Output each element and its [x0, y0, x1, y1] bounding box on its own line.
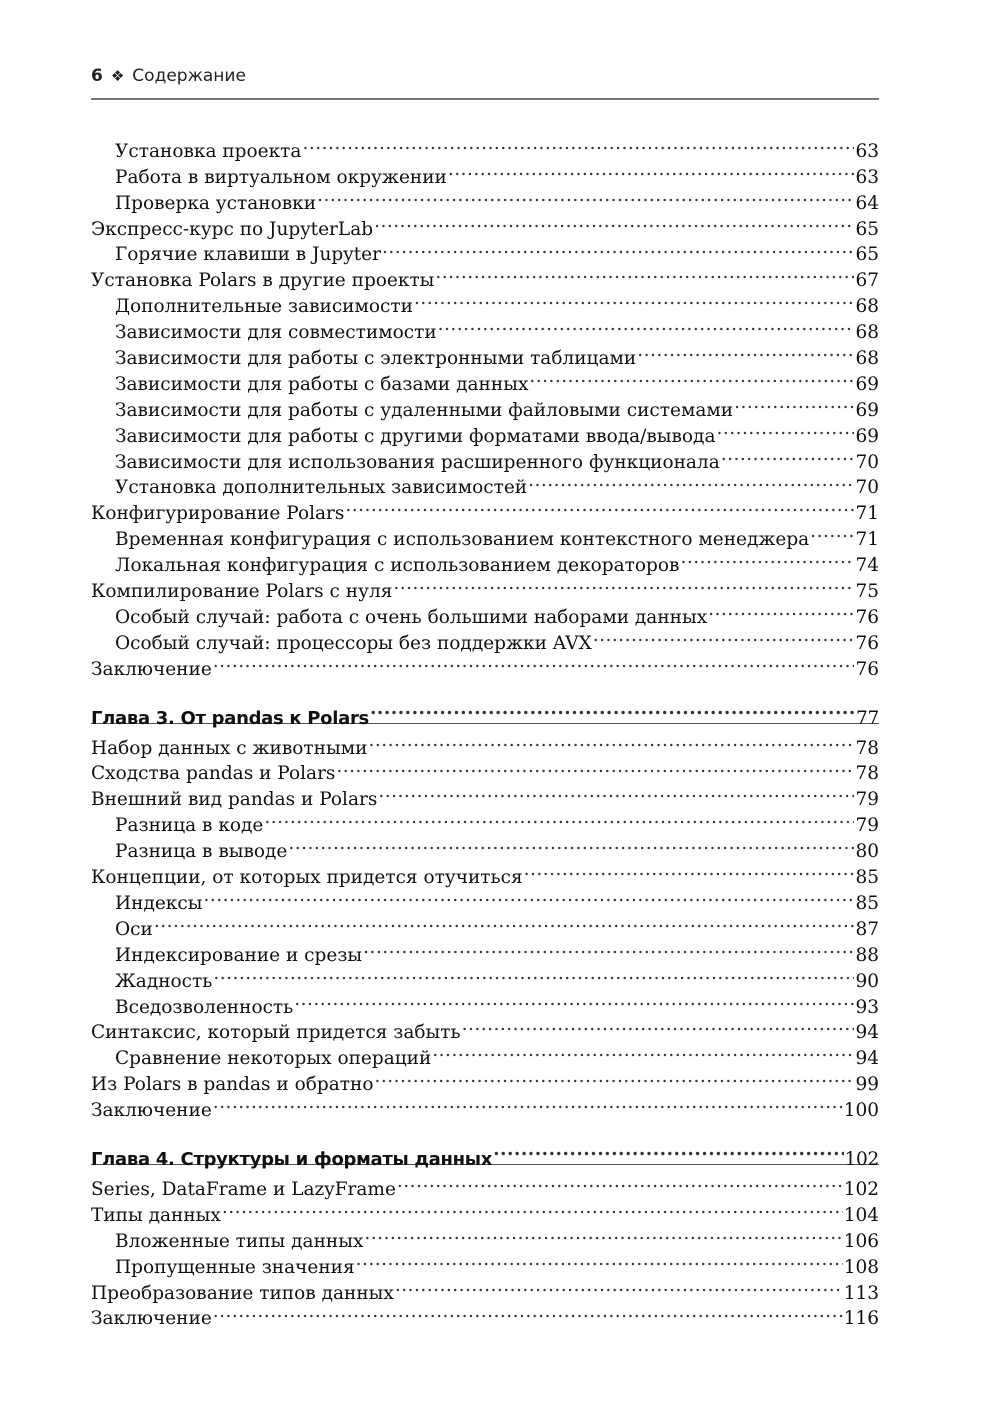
- toc-entry-title: Индексирование и срезы: [115, 944, 363, 966]
- toc-entry-title: Series, DataFrame и LazyFrame: [91, 1178, 396, 1200]
- toc-entry-title: Жадность: [115, 970, 213, 992]
- toc-entry-page: 76: [855, 606, 879, 628]
- dot-leader: [374, 209, 854, 235]
- dot-leader: [593, 623, 855, 649]
- toc-entry: [91, 883, 879, 914]
- toc-entry-title: Внешний вид pandas и Polars: [91, 789, 378, 811]
- toc-entry-page: 64: [855, 192, 879, 214]
- toc-entry-page: 79: [855, 815, 879, 837]
- toc-chapter: [91, 1135, 879, 1171]
- toc-entry-title: Установка Polars в другие проекты: [91, 270, 435, 292]
- toc-entry-page: 78: [855, 763, 879, 785]
- dot-leader: [302, 131, 854, 157]
- toc-entry-page: 68: [855, 348, 879, 370]
- toc-entry: [91, 131, 879, 162]
- toc-entry-page: 76: [855, 632, 879, 654]
- running-title: Содержание: [132, 66, 246, 86]
- toc-entry-page: 63: [855, 140, 879, 162]
- toc-entry-title: Особый случай: работа с очень большими наборами данных: [115, 606, 708, 628]
- toc-entry-page: 85: [855, 867, 879, 889]
- toc-entry-page: 71: [855, 503, 879, 525]
- toc-entry-title: Преобразование типов данных: [91, 1282, 394, 1304]
- toc-entry-page: 70: [855, 477, 879, 499]
- toc-entry-page: 78: [855, 737, 879, 759]
- toc-entry-title: Зависимости для работы с базами данных: [115, 373, 529, 395]
- toc-entry-page: 87: [855, 918, 879, 940]
- toc-entry-title: Зависимости для работы с другими форматами ввода/вывода: [115, 425, 716, 447]
- toc-entry-page: 71: [855, 529, 879, 551]
- toc-entry-title: Разница в коде: [115, 815, 264, 837]
- toc-entry-title: Вложенные типы данных: [115, 1230, 364, 1252]
- toc-entry-page: 93: [855, 996, 879, 1018]
- toc-entry-title: Особый случай: процессоры без поддержки AVX: [115, 632, 592, 654]
- toc-entry-page: 99: [855, 1074, 879, 1096]
- dot-leader: [524, 857, 855, 883]
- dot-leader: [708, 597, 854, 623]
- dot-leader: [680, 545, 854, 571]
- dot-leader: [462, 1013, 855, 1039]
- toc-entry-page: 77: [856, 707, 879, 729]
- toc-entry-page: 90: [855, 970, 879, 992]
- toc-entry-page: 85: [855, 892, 879, 914]
- ornament-icon: ❖: [110, 67, 125, 85]
- dot-leader: [363, 935, 854, 961]
- toc-entry-page: 67: [855, 270, 879, 292]
- toc-entry-title: Компилирование Polars с нуля: [91, 581, 393, 603]
- dot-leader: [395, 1273, 843, 1299]
- dot-leader: [370, 694, 855, 724]
- toc-page: [91, 66, 879, 1330]
- dot-leader: [336, 754, 854, 780]
- dot-leader: [382, 235, 855, 261]
- toc-entry-page: 68: [855, 322, 879, 344]
- running-header: [91, 66, 879, 100]
- toc-entry-page: 100: [843, 1100, 879, 1122]
- dot-leader: [317, 183, 854, 209]
- dot-leader: [397, 1169, 843, 1195]
- toc-entry-title: Вседозволенность: [115, 996, 294, 1018]
- toc-entry-title: Заключение: [91, 1308, 212, 1330]
- toc-entry-title: Проверка установки: [115, 192, 317, 214]
- toc-entry: [91, 935, 879, 966]
- toc-entry-page: 70: [855, 451, 879, 473]
- dot-leader: [222, 1195, 843, 1221]
- dot-leader: [213, 961, 854, 987]
- toc-entry-title: Сходства pandas и Polars: [91, 763, 336, 785]
- toc-entry-title: Установка дополнительных зависимостей: [115, 477, 528, 499]
- toc-entry-title: Конфигурирование Polars: [91, 503, 345, 525]
- dot-leader: [448, 157, 855, 183]
- table-of-contents: [91, 131, 879, 1330]
- dot-leader: [264, 805, 854, 831]
- toc-entry-title: Глава 4. Структуры и форматы данных: [91, 1149, 493, 1171]
- toc-entry-page: 65: [855, 244, 879, 266]
- toc-entry-page: 104: [843, 1204, 879, 1226]
- dot-leader: [294, 987, 854, 1013]
- toc-entry-page: 74: [855, 555, 879, 577]
- toc-entry-title: Зависимости для совместимости: [115, 322, 437, 344]
- toc-entry-title: Дополнительные зависимости: [115, 296, 413, 318]
- toc-entry-title: Оси: [115, 918, 153, 940]
- toc-entry-page: 75: [855, 581, 879, 603]
- dot-leader: [528, 468, 854, 494]
- dot-leader: [203, 883, 854, 909]
- toc-entry-page: 76: [855, 658, 879, 680]
- toc-entry-title: Заключение: [91, 658, 212, 680]
- toc-entry: [91, 909, 879, 940]
- dot-leader: [213, 1090, 843, 1116]
- toc-entry-page: 94: [855, 1022, 879, 1044]
- toc-entry-title: Набор данных с животными: [91, 737, 368, 759]
- dot-leader: [529, 364, 854, 390]
- toc-entry-page: 102: [844, 1149, 879, 1171]
- dot-leader: [288, 831, 854, 857]
- dot-leader: [734, 390, 854, 416]
- dot-leader: [432, 1038, 854, 1064]
- toc-entry-title: Из Polars в pandas и обратно: [91, 1074, 374, 1096]
- page-number: 6: [91, 66, 103, 86]
- toc-entry-page: 113: [843, 1282, 879, 1304]
- dot-leader: [721, 442, 855, 468]
- dot-leader: [810, 519, 854, 545]
- toc-entry-page: 106: [843, 1230, 879, 1252]
- toc-entry-title: Установка проекта: [115, 140, 302, 162]
- toc-entry-title: Зависимости для использования расширенного функционала: [115, 451, 720, 473]
- toc-entry-page: 102: [843, 1178, 879, 1200]
- toc-entry-title: Глава 3. От pandas к Polars: [91, 707, 369, 729]
- toc-entry-page: 108: [843, 1256, 879, 1278]
- dot-leader: [375, 1064, 855, 1090]
- dot-leader: [378, 779, 854, 805]
- dot-leader: [213, 1299, 843, 1325]
- toc-entry-page: 88: [855, 944, 879, 966]
- toc-entry-page: 65: [855, 218, 879, 240]
- dot-leader: [637, 338, 854, 364]
- toc-entry-title: Локальная конфигурация с использованием декораторов: [115, 555, 680, 577]
- toc-entry-title: Типы данных: [91, 1204, 221, 1226]
- dot-leader: [393, 571, 854, 597]
- toc-entry-title: Синтаксис, который придется забыть: [91, 1022, 461, 1044]
- toc-entry-title: Горячие клавиши в Jupyter: [115, 244, 381, 266]
- toc-entry-page: 94: [855, 1048, 879, 1070]
- toc-entry-title: Зависимости для работы с электронными таблицами: [115, 348, 637, 370]
- toc-entry-title: Временная конфигурация с использованием контекстного менеджера: [115, 529, 810, 551]
- toc-entry-title: Индексы: [115, 892, 203, 914]
- toc-entry-title: Сравнение некоторых операций: [115, 1048, 432, 1070]
- toc-entry-page: 69: [855, 373, 879, 395]
- dot-leader: [435, 260, 854, 286]
- toc-entry-page: 80: [855, 841, 879, 863]
- dot-leader: [438, 312, 855, 338]
- dot-leader: [716, 416, 854, 442]
- toc-chapter: [91, 694, 879, 729]
- toc-entry-title: Зависимости для работы с удаленными файловыми системами: [115, 399, 734, 421]
- toc-entry-page: 69: [855, 425, 879, 447]
- dot-leader: [368, 728, 854, 754]
- toc-entry-title: Работа в виртуальном окружении: [115, 166, 447, 188]
- toc-entry-title: Заключение: [91, 1100, 212, 1122]
- dot-leader: [213, 649, 855, 675]
- toc-entry-title: Пропущенные значения: [115, 1256, 355, 1278]
- dot-leader: [414, 286, 854, 312]
- dot-leader: [356, 1247, 843, 1273]
- toc-entry-page: 79: [855, 789, 879, 811]
- toc-entry-page: 68: [855, 296, 879, 318]
- toc-entry-page: 69: [855, 399, 879, 421]
- toc-entry-title: Экспресс-курс по JupyterLab: [91, 218, 374, 240]
- dot-leader: [345, 493, 854, 519]
- dot-leader: [154, 909, 855, 935]
- toc-entry-page: 63: [855, 166, 879, 188]
- toc-entry-page: 116: [843, 1308, 879, 1330]
- dot-leader: [493, 1135, 844, 1165]
- dot-leader: [364, 1221, 842, 1247]
- toc-entry-title: Концепции, от которых придется отучиться: [91, 867, 523, 889]
- toc-entry-title: Разница в выводе: [115, 841, 288, 863]
